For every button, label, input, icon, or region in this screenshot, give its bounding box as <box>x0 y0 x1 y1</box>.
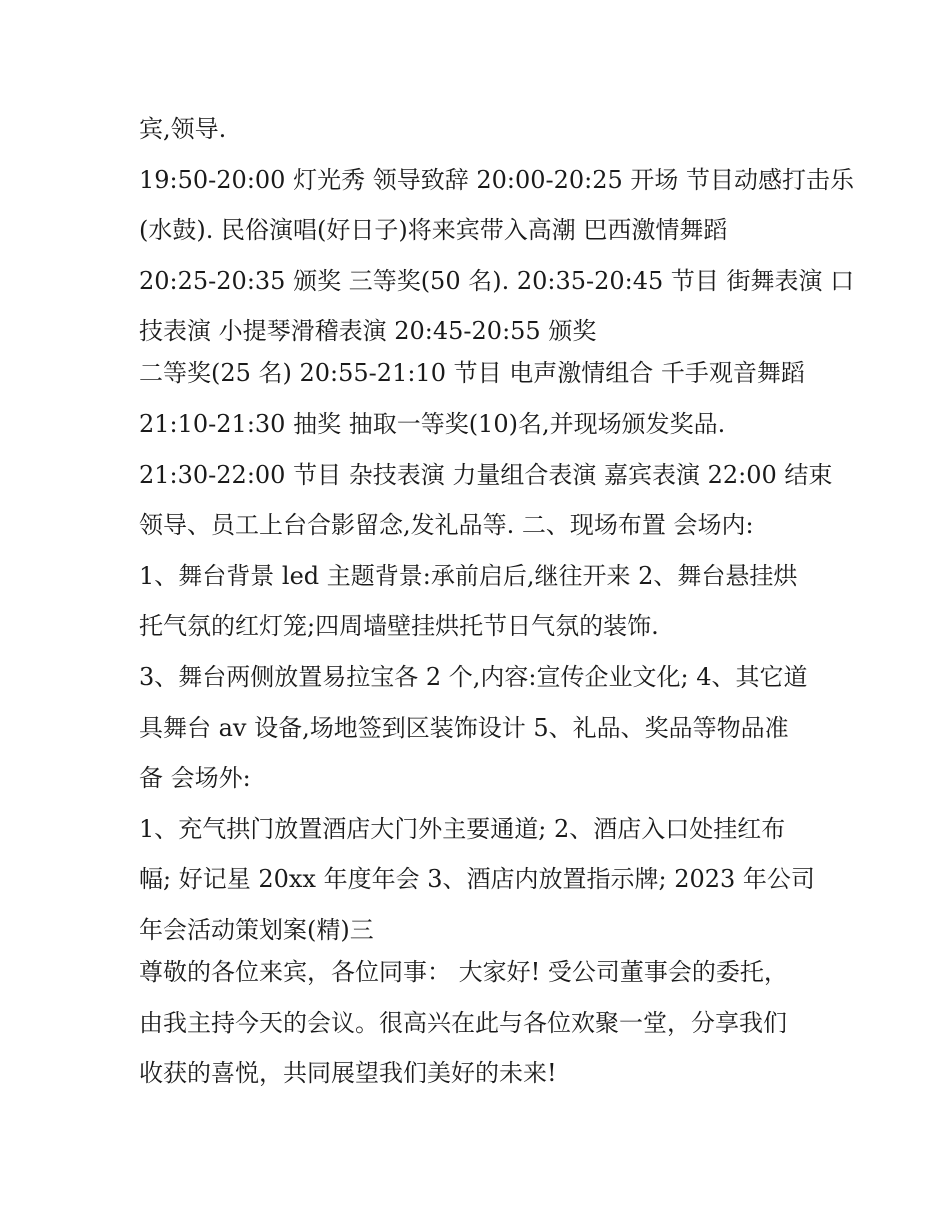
text-line: 二等奖(25 名) 20:55-21:10 节目 电声激情组合 千手观音舞蹈 <box>139 359 805 388</box>
text-line: 1、充气拱门放置酒店大门外主要通道; 2、酒店入口处挂红布 <box>139 814 786 843</box>
text-line: 由我主持今天的会议。很高兴在此与各位欢聚一堂，分享我们 <box>139 1008 787 1037</box>
document-body <box>139 109 855 1104</box>
text-line: 19:50-20:00 灯光秀 领导致辞 20:00-20:25 开场 节目动感打击乐 <box>139 165 855 194</box>
text-line: 尊敬的各位来宾，各位同事： 大家好! 受公司董事会的委托， <box>139 957 788 986</box>
text-line: 技表演 小提琴滑稽表演 20:45-20:55 颁奖 <box>139 317 597 346</box>
text-line: 备 会场外: <box>139 764 251 793</box>
text-line: 托气氛的红灯笼;四周墙壁挂烘托节日气氛的装饰. <box>139 612 659 641</box>
text-line: 幅; 好记星 20xx 年度年会 3、酒店内放置指示牌; 2023 年公司 <box>139 865 815 894</box>
text-line: 收获的喜悦，共同展望我们美好的未来! <box>139 1059 557 1088</box>
text-line: 年会活动策划案(精)三 <box>139 915 374 944</box>
text-line: (水鼓). 民俗演唱(好日子)将来宾带入高潮 巴西激情舞蹈 <box>139 216 728 245</box>
text-line: 宾,领导. <box>139 115 227 143</box>
text-line: 21:10-21:30 抽奖 抽取一等奖(10)名,并现场颁发奖品. <box>139 409 726 438</box>
text-line: 20:25-20:35 颁奖 三等奖(50 名). 20:35-20:45 节目 街舞表演 口 <box>139 266 855 295</box>
text-line: 21:30-22:00 节目 杂技表演 力量组合表演 嘉宾表演 22:00 结束 <box>139 460 833 489</box>
text-line: 1、舞台背景 led 主题背景:承前启后,继往开来 2、舞台悬挂烘 <box>139 561 798 590</box>
text-line: 3、舞台两侧放置易拉宝各 2 个,内容:宣传企业文化; 4、其它道 <box>139 662 808 691</box>
text-line: 具舞台 av 设备,场地签到区装饰设计 5、礼品、奖品等物品准 <box>139 713 789 742</box>
text-line: 领导、员工上台合影留念,发礼品等. 二、现场布置 会场内: <box>139 511 754 540</box>
